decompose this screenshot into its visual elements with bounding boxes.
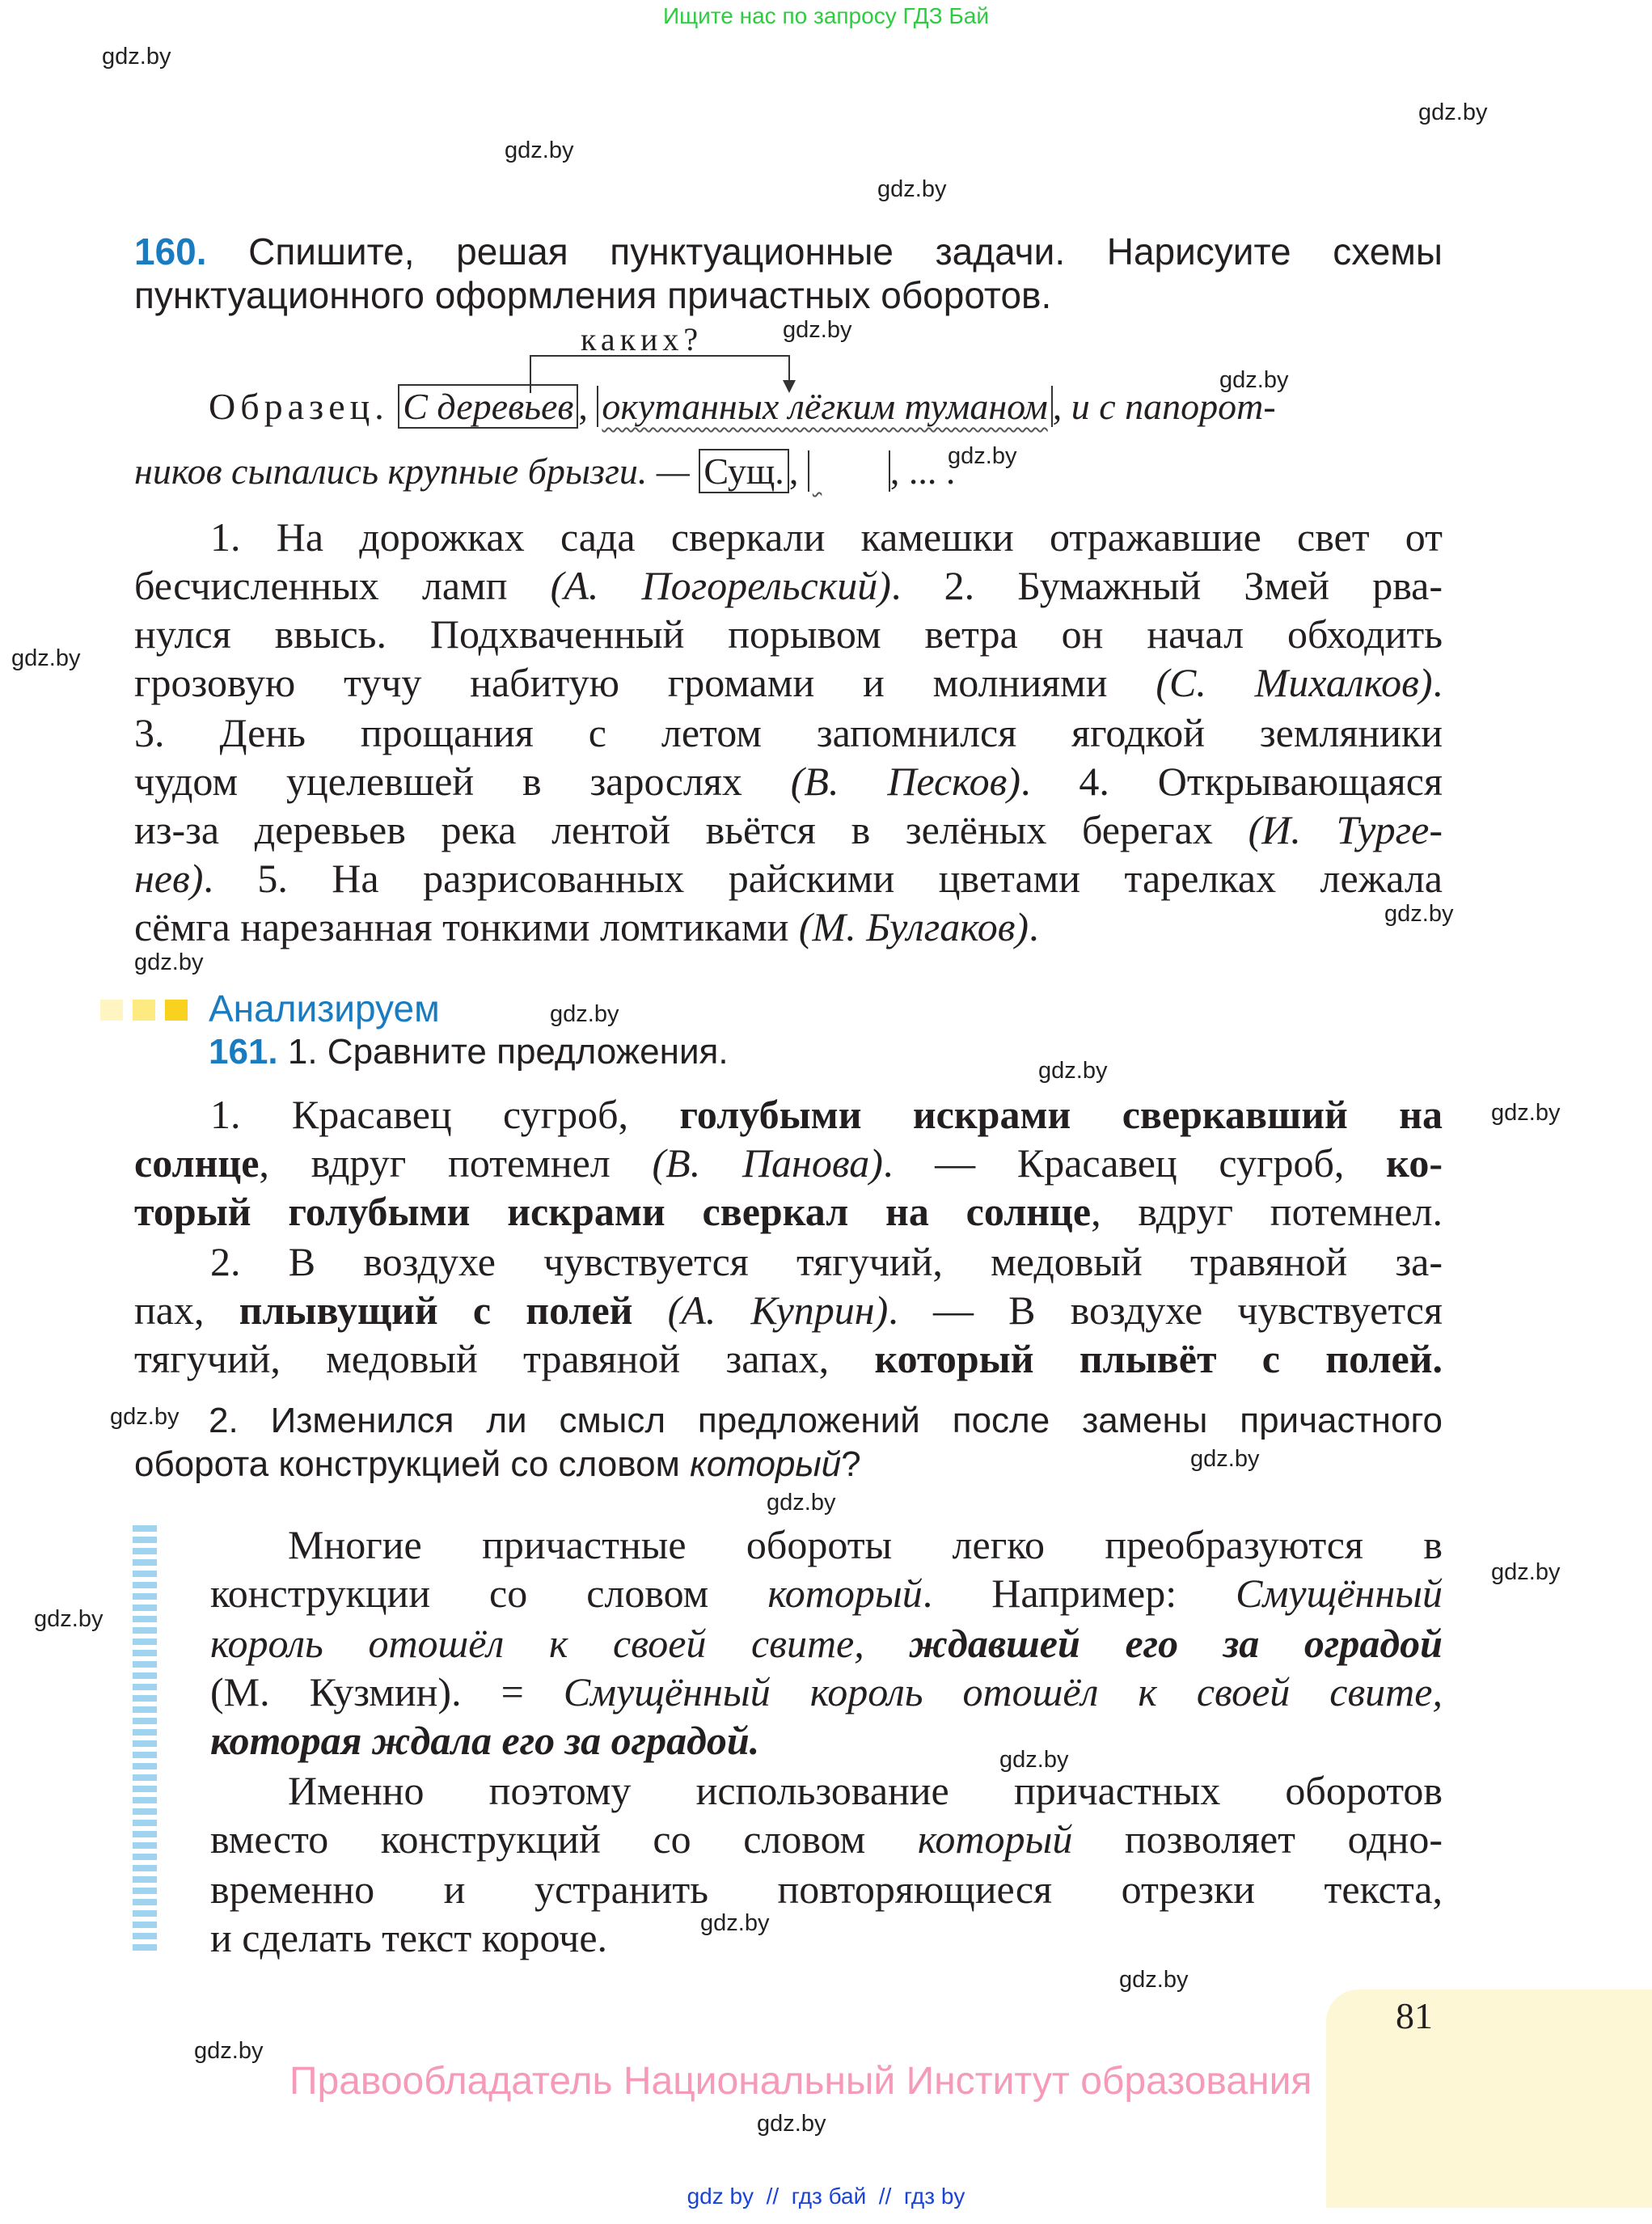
watermark: gdz.by	[1219, 367, 1289, 393]
text-line: нулся ввысь. Подхваченный порывом ветра он начал обходить	[134, 611, 1443, 657]
exercise-160-task	[134, 230, 1443, 273]
sample-comma: ,	[578, 386, 588, 427]
page-tab	[1326, 1989, 1652, 2208]
watermark: gdz.by	[1418, 99, 1488, 125]
info-line: Именно поэтому использование причастных оборотов	[288, 1768, 1443, 1813]
exercise-161-task-2: 2. Изменился ли смысл предложений после замены причастного	[209, 1401, 1443, 1440]
info-line: король отошёл к своей свите, ждавшей его за оградой	[210, 1621, 1443, 1666]
text-line: 3. День прощания с летом запомнился ягодкой земляники	[134, 710, 1443, 755]
sample-label: Образец.	[209, 386, 389, 427]
info-line: (М. Кузмин). = Смущённый король отошёл к своей свите,	[210, 1669, 1443, 1715]
text-line: нев). 5. На разрисованных райскими цветами тарелках лежала	[134, 856, 1443, 901]
text-line: сёмга нарезанная тонкими ломтиками (М. Булгаков).	[134, 904, 1039, 949]
info-line: временно и устранить повторяющиеся отрезки текста,	[210, 1867, 1443, 1912]
sample-rest: , и с папорот-	[1052, 386, 1276, 427]
sample-line-2	[134, 450, 955, 493]
watermark: gdz.by	[110, 1404, 180, 1430]
task-text: Спишите, решая пунктуационные задачи. Нарисуите схемы	[248, 230, 1443, 273]
scheme-end: , ... .	[889, 450, 956, 492]
watermark: gdz.by	[700, 1910, 770, 1936]
watermark: gdz.by	[767, 1490, 836, 1516]
watermark: gdz.by	[999, 1747, 1069, 1773]
watermark: gdz.by	[1038, 1058, 1108, 1084]
sample-phrase	[597, 386, 1052, 427]
page-number: 81	[1396, 1995, 1433, 2036]
info-line: конструкции со словом который. Например: Смущённый	[210, 1571, 1443, 1616]
text-line: грозовую тучу набитую громами и молниями (С. Михалков).	[134, 660, 1443, 705]
task-text: 1. Сравните предложения.	[287, 1032, 729, 1072]
info-line: Многие причастные обороты легко преобразуются в	[288, 1522, 1443, 1567]
watermark: gdz.by	[34, 1606, 104, 1632]
exercise-number: 160.	[134, 230, 207, 273]
exercise-161-task-2-line-2: оборота конструкцией со словом который?	[134, 1444, 861, 1484]
scheme-noun: Сущ.	[699, 449, 788, 493]
watermark: gdz.by	[194, 2038, 264, 2064]
sample-phrase-text: окутанных лёгким туманом	[602, 386, 1048, 427]
watermark: gdz.by	[505, 137, 574, 163]
watermark: gdz.by	[877, 176, 947, 202]
text-line: чудом уцелевшей в зарослях (В. Песков). 4. Открывающаяся	[134, 759, 1443, 804]
exercise-161-task	[209, 1032, 729, 1072]
section-marker	[100, 1000, 189, 1021]
text-line: 2. В воздухе чувствуется тягучий, медовый травяной за-	[210, 1239, 1443, 1284]
watermark: gdz.by	[550, 1001, 619, 1027]
watermark: gdz.by	[102, 44, 171, 70]
info-line: и сделать текст короче.	[210, 1915, 608, 1960]
scheme-phrase	[808, 450, 890, 492]
exercise-number: 161.	[209, 1032, 278, 1072]
text-line: тягучий, медовый травяной запах, который плывёт с полей.	[134, 1336, 1443, 1381]
text-line: бесчисленных ламп (А. Погорельский). 2. Бумажный Змей рва-	[134, 563, 1443, 608]
watermark: gdz.by	[948, 443, 1017, 469]
watermark: gdz.by	[1119, 1967, 1189, 1993]
text-line: торый голубыми искрами сверкал на солнце, вдруг потемнел.	[134, 1189, 1443, 1234]
sample-noun: С деревьев	[398, 384, 578, 429]
text-line: солнце, вдруг потемнел (В. Панова). — Красавец сугроб, ко-	[134, 1140, 1443, 1186]
search-hint: Ищите нас по запросу ГДЗ Бай	[662, 3, 990, 28]
watermark: gdz.by	[1190, 1446, 1260, 1472]
question-word: каких?	[581, 321, 703, 357]
section-title: Анализируем	[209, 987, 440, 1030]
sample-rest-2: ников сыпались крупные брызги. —	[134, 450, 690, 492]
info-stripe	[133, 1525, 157, 1954]
footer-links[interactable]: gdz by // гдз бай // гдз by	[687, 2184, 965, 2209]
sample-line-1	[209, 385, 1276, 428]
text-line: 1. На дорожках сада сверкали камешки отражавшие свет от	[210, 514, 1443, 560]
exercise-160-task-2: пунктуационного оформления причастных оборотов.	[134, 274, 1052, 316]
watermark: gdz.by	[783, 317, 852, 343]
copyright: Правообладатель Национальный Институт образования	[289, 2060, 1312, 2103]
info-line: которая ждала его за оградой.	[210, 1718, 760, 1763]
watermark: gdz.by	[757, 2111, 826, 2137]
scheme-sep: ,	[788, 450, 799, 492]
watermark: gdz.by	[1384, 901, 1454, 927]
watermark: gdz.by	[11, 645, 81, 671]
watermark: gdz.by	[1491, 1559, 1561, 1585]
watermark: gdz.by	[1491, 1100, 1561, 1126]
text-line: пах, плывущий с полей (А. Куприн). — В воздухе чувствуется	[134, 1287, 1443, 1333]
text-line: из-за деревьев река лентой вьётся в зелёных берегах (И. Турге-	[134, 807, 1443, 852]
text-line: 1. Красавец сугроб, голубыми искрами сверкавший на	[210, 1092, 1443, 1137]
watermark: gdz.by	[134, 949, 204, 975]
info-line: вместо конструкций со словом который позволяет одно-	[210, 1816, 1443, 1862]
